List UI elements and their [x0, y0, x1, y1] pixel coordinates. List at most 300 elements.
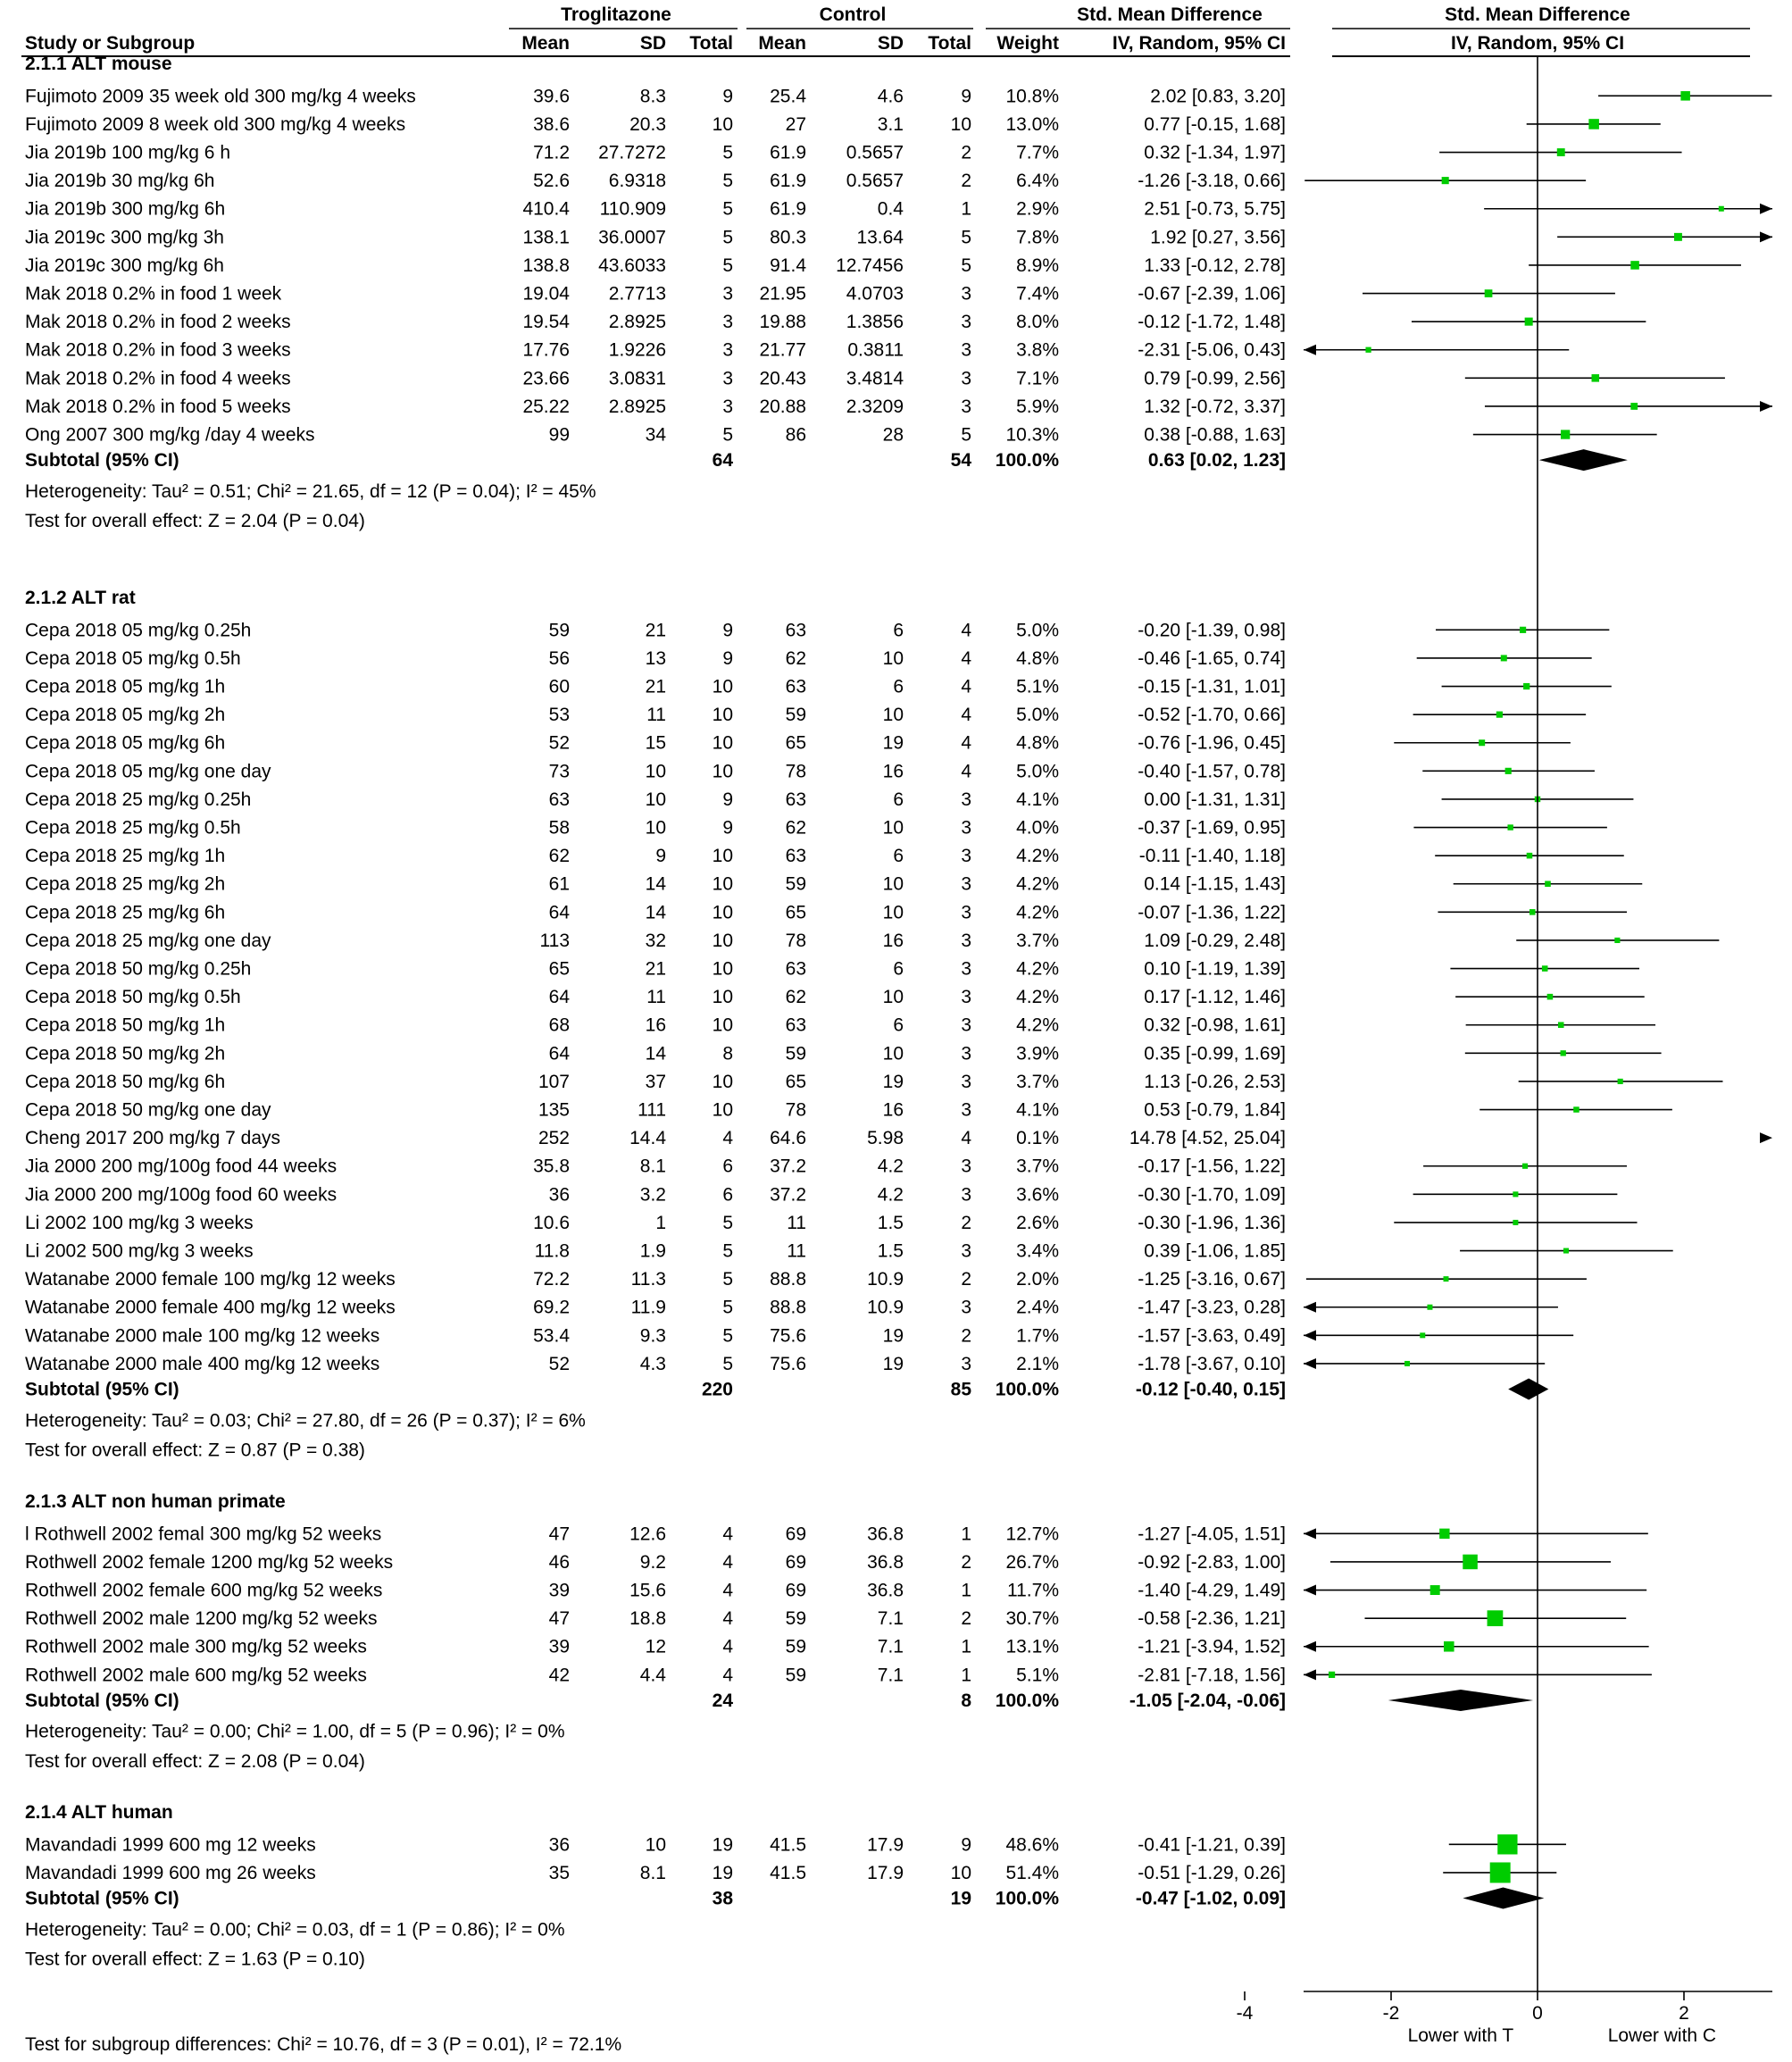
- subtotal-label: Subtotal (95% CI): [25, 1379, 179, 1400]
- study-total2: 3: [961, 987, 971, 1008]
- study-mean1: 63: [548, 789, 570, 810]
- study-weight: 2.6%: [1016, 1212, 1059, 1233]
- study-ci: -0.17 [-1.56, 1.22]: [1138, 1156, 1286, 1177]
- study-name: Jia 2000 200 mg/100g food 44 weeks: [25, 1156, 338, 1177]
- study-total1: 10: [712, 902, 733, 923]
- study-total1: 10: [712, 113, 733, 135]
- study-point: [1442, 177, 1449, 184]
- study-name: Cepa 2018 50 mg/kg 2h: [25, 1043, 226, 1064]
- study-point: [1618, 1079, 1623, 1084]
- study-point: [1674, 233, 1682, 241]
- study-total1: 5: [722, 1353, 733, 1374]
- study-mean1: 71.2: [533, 142, 570, 163]
- subtotal-weight: 100.0%: [995, 1888, 1059, 1909]
- study-sd2: 6: [893, 1014, 904, 1036]
- ci-arrow-left: [1304, 1358, 1316, 1369]
- ci-arrow-left: [1304, 1302, 1316, 1313]
- study-mean2: 41.5: [770, 1834, 806, 1856]
- study-weight: 4.2%: [1016, 987, 1059, 1008]
- study-mean1: 25.22: [522, 396, 570, 417]
- study-mean2: 91.4: [770, 255, 806, 276]
- study-ci: -1.27 [-4.05, 1.51]: [1138, 1524, 1286, 1545]
- study-point: [1561, 1050, 1566, 1056]
- study-total1: 10: [712, 1014, 733, 1036]
- study-sd1: 21: [645, 620, 666, 641]
- study-total1: 6: [722, 1156, 733, 1177]
- study-point: [1404, 1361, 1410, 1366]
- study-name: Cepa 2018 25 mg/kg 6h: [25, 902, 226, 923]
- ci-arrow-left: [1304, 1330, 1316, 1340]
- heterogeneity-text: Heterogeneity: Tau² = 0.00; Chi² = 0.03, df = 1 (P = 0.86); I² = 0%: [25, 1919, 565, 1941]
- study-name: Jia 2019c 300 mg/kg 6h: [25, 255, 224, 276]
- study-name: Rothwell 2002 male 1200 mg/kg 52 weeks: [25, 1608, 378, 1630]
- study-mean2: 63: [785, 789, 806, 810]
- study-name: Watanabe 2000 male 100 mg/kg 12 weeks: [25, 1325, 380, 1347]
- study-sd2: 4.2: [877, 1156, 904, 1177]
- study-mean1: 38.6: [533, 113, 570, 135]
- study-mean1: 60: [548, 676, 570, 697]
- study-total1: 9: [722, 86, 733, 107]
- study-total1: 9: [722, 620, 733, 641]
- study-ci: -0.30 [-1.96, 1.36]: [1138, 1212, 1286, 1233]
- study-total1: 10: [712, 761, 733, 782]
- study-weight: 7.7%: [1016, 142, 1059, 163]
- study-total2: 1: [961, 198, 971, 220]
- study-mean1: 56: [548, 647, 570, 669]
- study-sd2: 16: [882, 1099, 904, 1121]
- study-ci: 1.33 [-0.12, 2.78]: [1144, 255, 1286, 276]
- study-mean2: 63: [785, 676, 806, 697]
- study-name: Mak 2018 0.2% in food 1 week: [25, 283, 282, 305]
- ci-arrow-left: [1304, 345, 1316, 355]
- study-mean1: 59: [548, 620, 570, 641]
- study-total2: 4: [961, 676, 971, 697]
- subtotal-total1: 64: [712, 450, 733, 472]
- study-sd2: 6: [893, 676, 904, 697]
- study-mean1: 53.4: [533, 1325, 570, 1347]
- study-weight: 13.0%: [1005, 113, 1059, 135]
- study-point: [1529, 909, 1536, 915]
- study-mean2: 41.5: [770, 1862, 806, 1883]
- study-weight: 10.8%: [1005, 86, 1059, 107]
- study-point: [1488, 1610, 1504, 1626]
- study-mean1: 52: [548, 1353, 570, 1374]
- study-mean2: 63: [785, 846, 806, 867]
- study-ci: -0.07 [-1.36, 1.22]: [1138, 902, 1286, 923]
- subgroup-title: 2.1.3 ALT non human primate: [25, 1491, 286, 1512]
- col-mean1-header: Mean: [521, 33, 570, 54]
- study-weight: 3.8%: [1016, 339, 1059, 361]
- study-total2: 2: [961, 1269, 971, 1290]
- study-ci: -1.26 [-3.18, 0.66]: [1138, 171, 1286, 192]
- study-total2: 3: [961, 1184, 971, 1206]
- study-sd2: 36.8: [867, 1580, 904, 1601]
- study-sd1: 8.1: [639, 1862, 666, 1883]
- study-mean2: 86: [785, 424, 806, 446]
- study-sd2: 10: [882, 873, 904, 895]
- study-name: Cepa 2018 25 mg/kg 0.5h: [25, 817, 241, 839]
- col-total2-header: Total: [928, 33, 971, 54]
- study-weight: 3.7%: [1016, 1156, 1059, 1177]
- study-mean2: 69: [785, 1580, 806, 1601]
- study-mean2: 27: [785, 113, 806, 135]
- study-sd1: 15: [645, 732, 666, 754]
- study-weight: 2.0%: [1016, 1269, 1059, 1290]
- study-total1: 4: [722, 1608, 733, 1630]
- study-ci: -1.47 [-3.23, 0.28]: [1138, 1297, 1286, 1318]
- study-weight: 7.8%: [1016, 227, 1059, 248]
- study-total1: 4: [722, 1636, 733, 1657]
- study-sd2: 28: [882, 424, 904, 446]
- study-weight: 13.1%: [1005, 1636, 1059, 1657]
- study-sd2: 10: [882, 902, 904, 923]
- x-tick-label: -2: [1382, 2003, 1400, 2024]
- study-point: [1522, 1164, 1528, 1169]
- col-sd2-header: SD: [877, 33, 904, 54]
- study-ci: -0.51 [-1.29, 0.26]: [1138, 1862, 1286, 1883]
- study-sd2: 0.5657: [846, 142, 904, 163]
- study-sd2: 6: [893, 958, 904, 980]
- study-total1: 4: [722, 1128, 733, 1149]
- study-sd2: 10: [882, 1043, 904, 1064]
- study-ci: -0.58 [-2.36, 1.21]: [1138, 1608, 1286, 1630]
- study-name: Cepa 2018 50 mg/kg one day: [25, 1099, 271, 1121]
- study-mean2: 61.9: [770, 171, 806, 192]
- subtotal-total1: 24: [712, 1690, 733, 1711]
- study-name: Jia 2000 200 mg/100g food 60 weeks: [25, 1184, 338, 1206]
- study-total2: 3: [961, 1099, 971, 1121]
- study-sd1: 11.9: [630, 1297, 666, 1318]
- study-point: [1547, 994, 1554, 1000]
- study-weight: 11.7%: [1007, 1580, 1059, 1601]
- study-point: [1558, 1022, 1564, 1028]
- study-sd2: 5.98: [867, 1128, 904, 1149]
- study-weight: 4.0%: [1016, 817, 1059, 839]
- study-mean2: 59: [785, 873, 806, 895]
- study-sd2: 16: [882, 930, 904, 951]
- study-ci: 1.09 [-0.29, 2.48]: [1144, 930, 1286, 951]
- study-mean2: 21.95: [759, 283, 806, 305]
- study-mean1: 19.54: [522, 312, 570, 333]
- col-mean2-header: Mean: [758, 33, 806, 54]
- study-point: [1542, 965, 1548, 972]
- study-ci: 0.38 [-0.88, 1.63]: [1144, 424, 1286, 446]
- study-sd2: 7.1: [877, 1636, 904, 1657]
- study-total1: 9: [722, 647, 733, 669]
- study-sd2: 2.3209: [846, 396, 904, 417]
- study-total2: 3: [961, 1156, 971, 1177]
- study-sd1: 8.1: [639, 1156, 666, 1177]
- study-sd1: 1.9: [639, 1240, 666, 1262]
- study-ci: -2.31 [-5.06, 0.43]: [1138, 339, 1286, 361]
- study-mean1: 113: [539, 930, 570, 951]
- study-mean1: 138.1: [522, 227, 570, 248]
- study-total2: 4: [961, 705, 971, 726]
- study-sd2: 19: [882, 732, 904, 754]
- study-name: Jia 2019b 300 mg/kg 6h: [25, 198, 226, 220]
- study-mean1: 52.6: [533, 171, 570, 192]
- study-weight: 12.7%: [1005, 1524, 1059, 1545]
- study-total1: 3: [722, 312, 733, 333]
- table-body: [25, 54, 1286, 1969]
- study-name: Cepa 2018 05 mg/kg 0.5h: [25, 647, 241, 669]
- study-sd1: 18.8: [629, 1608, 666, 1630]
- study-sd1: 2.7713: [608, 283, 666, 305]
- study-total2: 2: [961, 1325, 971, 1347]
- study-total1: 5: [722, 424, 733, 446]
- study-total1: 5: [722, 142, 733, 163]
- study-total1: 3: [722, 396, 733, 417]
- study-mean2: 62: [785, 647, 806, 669]
- study-mean2: 11: [787, 1240, 806, 1262]
- study-name: Jia 2019b 100 mg/kg 6 h: [25, 142, 230, 163]
- study-total2: 3: [961, 1014, 971, 1036]
- col-sd1-header: SD: [639, 33, 666, 54]
- study-point: [1329, 1672, 1335, 1678]
- study-weight: 5.1%: [1016, 1665, 1059, 1686]
- study-mean2: 59: [785, 1636, 806, 1657]
- overall-effect-text: Test for overall effect: Z = 1.63 (P = 0.10): [25, 1949, 365, 1970]
- study-ci: -0.37 [-1.69, 0.95]: [1138, 817, 1286, 839]
- study-point: [1365, 347, 1371, 353]
- study-weight: 6.4%: [1016, 171, 1059, 192]
- study-ci: -2.81 [-7.18, 1.56]: [1138, 1665, 1286, 1686]
- study-point: [1719, 206, 1724, 212]
- study-total2: 2: [961, 1608, 971, 1630]
- study-total2: 2: [961, 171, 971, 192]
- study-sd1: 9.2: [639, 1551, 666, 1573]
- study-mean1: 72.2: [533, 1269, 570, 1290]
- study-weight: 0.1%: [1016, 1128, 1059, 1149]
- study-sd2: 19: [882, 1353, 904, 1374]
- study-sd2: 10: [882, 647, 904, 669]
- study-total2: 5: [961, 424, 971, 446]
- study-ci: 0.10 [-1.19, 1.39]: [1144, 958, 1286, 980]
- study-mean2: 65: [785, 732, 806, 754]
- study-mean1: 39.6: [533, 86, 570, 107]
- study-total2: 3: [961, 930, 971, 951]
- subtotal-diamond: [1539, 449, 1628, 471]
- study-ci: 0.77 [-0.15, 1.68]: [1144, 113, 1286, 135]
- study-weight: 5.0%: [1016, 761, 1059, 782]
- study-total1: 5: [722, 1240, 733, 1262]
- study-sd2: 7.1: [877, 1665, 904, 1686]
- study-mean2: 78: [785, 761, 806, 782]
- study-ci: 0.32 [-0.98, 1.61]: [1144, 1014, 1286, 1036]
- study-sd2: 4.6: [877, 86, 904, 107]
- study-sd2: 4.0703: [846, 283, 904, 305]
- study-name: Cepa 2018 50 mg/kg 0.25h: [25, 958, 252, 980]
- study-sd2: 17.9: [867, 1834, 904, 1856]
- study-name: Mak 2018 0.2% in food 5 weeks: [25, 396, 291, 417]
- study-mean1: 36: [548, 1834, 570, 1856]
- study-weight: 3.6%: [1016, 1184, 1059, 1206]
- study-mean2: 37.2: [770, 1184, 806, 1206]
- study-total2: 4: [961, 1128, 971, 1149]
- heterogeneity-text: Heterogeneity: Tau² = 0.03; Chi² = 27.80, df = 26 (P = 0.37); I² = 6%: [25, 1410, 586, 1432]
- study-total2: 3: [961, 958, 971, 980]
- study-sd1: 3.2: [639, 1184, 666, 1206]
- subtotal-ci: -1.05 [-2.04, -0.06]: [1129, 1690, 1286, 1711]
- study-name: Jia 2019c 300 mg/kg 3h: [25, 227, 224, 248]
- study-mean2: 75.6: [770, 1353, 806, 1374]
- study-mean1: 99: [548, 424, 570, 446]
- study-total1: 3: [722, 339, 733, 361]
- study-mean2: 19.88: [759, 312, 806, 333]
- study-sd1: 37: [645, 1071, 666, 1092]
- study-sd1: 8.3: [639, 86, 666, 107]
- study-ci: 1.32 [-0.72, 3.37]: [1144, 396, 1286, 417]
- study-total1: 19: [712, 1834, 733, 1856]
- subtotal-ci: 0.63 [0.02, 1.23]: [1147, 450, 1286, 472]
- subtotal-weight: 100.0%: [995, 1379, 1059, 1400]
- study-point: [1439, 1529, 1449, 1539]
- study-mean1: 47: [548, 1524, 570, 1545]
- study-weight: 4.1%: [1016, 789, 1059, 810]
- ci-arrow-left: [1304, 1585, 1316, 1596]
- study-mean2: 59: [785, 705, 806, 726]
- study-total1: 6: [722, 1184, 733, 1206]
- study-sd2: 12.7456: [836, 255, 904, 276]
- study-weight: 4.8%: [1016, 647, 1059, 669]
- study-sd1: 14.4: [629, 1128, 666, 1149]
- study-sd2: 16: [882, 761, 904, 782]
- study-total1: 5: [722, 255, 733, 276]
- study-sd1: 14: [645, 1043, 666, 1064]
- study-sd2: 6: [893, 846, 904, 867]
- study-ci: -1.40 [-4.29, 1.49]: [1138, 1580, 1286, 1601]
- study-ci: 0.00 [-1.31, 1.31]: [1144, 789, 1286, 810]
- study-total2: 3: [961, 368, 971, 389]
- study-ci: -0.67 [-2.39, 1.06]: [1138, 283, 1286, 305]
- heterogeneity-text: Heterogeneity: Tau² = 0.51; Chi² = 21.65, df = 12 (P = 0.04); I² = 45%: [25, 480, 596, 502]
- study-name: Rothwell 2002 male 600 mg/kg 52 weeks: [25, 1665, 367, 1686]
- study-sd1: 1: [655, 1212, 666, 1233]
- study-weight: 7.4%: [1016, 283, 1059, 305]
- study-mean1: 42: [548, 1665, 570, 1686]
- study-ci: -1.57 [-3.63, 0.49]: [1138, 1325, 1286, 1347]
- study-total1: 10: [712, 930, 733, 951]
- study-total2: 3: [961, 902, 971, 923]
- study-sd2: 10.9: [867, 1269, 904, 1290]
- study-name: Fujimoto 2009 35 week old 300 mg/kg 4 weeks: [25, 86, 416, 107]
- study-point: [1680, 91, 1690, 101]
- study-name: Cepa 2018 25 mg/kg 1h: [25, 846, 226, 867]
- study-sd1: 36.0007: [598, 227, 666, 248]
- study-point: [1490, 1862, 1511, 1883]
- study-point: [1523, 683, 1529, 689]
- study-weight: 26.7%: [1005, 1551, 1059, 1573]
- study-sd2: 0.3811: [847, 339, 904, 361]
- subtotal-total2: 8: [961, 1690, 971, 1711]
- study-sd2: 1.5: [877, 1240, 904, 1262]
- subtotal-weight: 100.0%: [995, 1690, 1059, 1711]
- study-total2: 3: [961, 1353, 971, 1374]
- study-sd1: 21: [645, 958, 666, 980]
- study-mean1: 410.4: [522, 198, 570, 220]
- study-ci: -1.78 [-3.67, 0.10]: [1138, 1353, 1286, 1374]
- study-name: Cepa 2018 50 mg/kg 1h: [25, 1014, 226, 1036]
- col-ci-plot-header: IV, Random, 95% CI: [1450, 33, 1625, 54]
- study-ci: 2.51 [-0.73, 5.75]: [1144, 198, 1286, 220]
- study-weight: 2.9%: [1016, 198, 1059, 220]
- x-axis: [1237, 57, 1792, 2046]
- study-point: [1507, 824, 1513, 830]
- study-total1: 5: [722, 227, 733, 248]
- study-mean1: 11.8: [534, 1240, 570, 1262]
- study-mean2: 88.8: [770, 1269, 806, 1290]
- study-name: Cepa 2018 05 mg/kg 0.25h: [25, 620, 252, 641]
- subtotal-ci: -0.47 [-1.02, 0.09]: [1135, 1888, 1286, 1909]
- study-mean2: 78: [785, 1099, 806, 1121]
- col-weight-header: Weight: [996, 33, 1059, 54]
- study-weight: 1.7%: [1016, 1325, 1059, 1347]
- study-weight: 4.2%: [1016, 846, 1059, 867]
- study-total2: 3: [961, 1043, 971, 1064]
- study-mean2: 63: [785, 1014, 806, 1036]
- study-point: [1630, 261, 1639, 270]
- study-weight: 4.2%: [1016, 958, 1059, 980]
- study-sd1: 13: [645, 647, 666, 669]
- study-sd1: 14: [645, 873, 666, 895]
- study-name: Cepa 2018 05 mg/kg 6h: [25, 732, 226, 754]
- study-point: [1513, 1220, 1518, 1225]
- study-point: [1444, 1276, 1449, 1281]
- study-ci: 0.79 [-0.99, 2.56]: [1144, 368, 1286, 389]
- study-mean2: 75.6: [770, 1325, 806, 1347]
- study-name: Cepa 2018 05 mg/kg 2h: [25, 705, 226, 726]
- study-total2: 10: [950, 1862, 971, 1883]
- study-total1: 10: [712, 1071, 733, 1092]
- study-weight: 3.9%: [1016, 1043, 1059, 1064]
- study-ci: -0.41 [-1.21, 0.39]: [1138, 1834, 1286, 1856]
- study-weight: 8.9%: [1016, 255, 1059, 276]
- study-total1: 5: [722, 1297, 733, 1318]
- study-mean2: 69: [785, 1551, 806, 1573]
- study-total2: 2: [961, 142, 971, 163]
- study-sd2: 10.9: [867, 1297, 904, 1318]
- study-total2: 4: [961, 761, 971, 782]
- ci-arrow-right: [1760, 401, 1772, 412]
- study-total1: 5: [722, 1269, 733, 1290]
- study-weight: 30.7%: [1005, 1608, 1059, 1630]
- subtotal-diamond: [1508, 1379, 1548, 1400]
- study-sd1: 20.3: [629, 113, 666, 135]
- study-sd1: 1.9226: [608, 339, 666, 361]
- study-name: Cepa 2018 25 mg/kg 0.25h: [25, 789, 252, 810]
- study-total2: 9: [961, 1834, 971, 1856]
- study-ci: 0.39 [-1.06, 1.85]: [1144, 1240, 1286, 1262]
- study-mean2: 62: [785, 817, 806, 839]
- study-total1: 10: [712, 1099, 733, 1121]
- study-sd2: 10: [882, 817, 904, 839]
- study-mean1: 52: [548, 732, 570, 754]
- study-name: Cepa 2018 05 mg/kg one day: [25, 761, 271, 782]
- study-weight: 2.1%: [1016, 1353, 1059, 1374]
- study-total1: 10: [712, 676, 733, 697]
- study-point: [1430, 1585, 1440, 1595]
- study-total2: 1: [961, 1665, 971, 1686]
- study-weight: 5.1%: [1016, 676, 1059, 697]
- study-sd2: 4.2: [877, 1184, 904, 1206]
- study-name: Cepa 2018 50 mg/kg 6h: [25, 1071, 226, 1092]
- subgroup-title: 2.1.4 ALT human: [25, 1802, 173, 1823]
- study-mean2: 20.88: [759, 396, 806, 417]
- study-sd1: 14: [645, 902, 666, 923]
- study-sd1: 2.8925: [608, 396, 666, 417]
- study-name: Mak 2018 0.2% in food 3 weeks: [25, 339, 291, 361]
- study-name: Ong 2007 300 mg/kg /day 4 weeks: [25, 424, 315, 446]
